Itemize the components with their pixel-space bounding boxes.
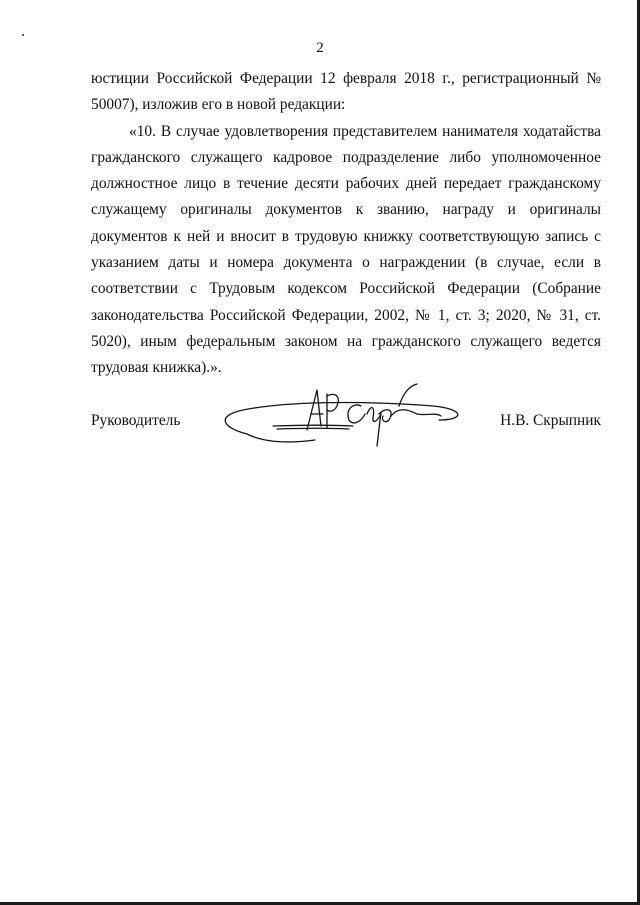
paragraph-continuation: юстиции Российской Федерации 12 февраля 2018 г., регистрационный № 50007), изложив его в новой редакции:: [91, 70, 601, 114]
handwritten-signature: [203, 376, 473, 456]
signature-block: [91, 408, 601, 468]
signatory-title: Руководитель: [91, 412, 181, 429]
signatory-name: Н.В. Скрыпник: [500, 412, 601, 429]
paragraph-clause-10: «10. В случае удовлетворения представителем нанимателя ходатайства гражданского служащего кадровое подразделение либо уполномоченное должностное лицо в течение десяти рабочих дней передает гражданскому служащему оригиналы документов к званию, награду и оригиналы документов к ней и вносит в трудовую книжку соответствующую запись с указанием даты и номера документа о награждении (в случае, если в соответствии с Трудовым кодексом Российской Федерации (Собрание законодательства Российской Федерации, 2002, № 1, ст. 3; 2020, № 31, ст. 5020), иным федеральным законом на гражданского служащего ведется трудовая книжка).».: [91, 122, 601, 377]
scan-speck: [22, 34, 24, 36]
document-body: [91, 66, 601, 382]
page-number: 2: [316, 40, 324, 56]
